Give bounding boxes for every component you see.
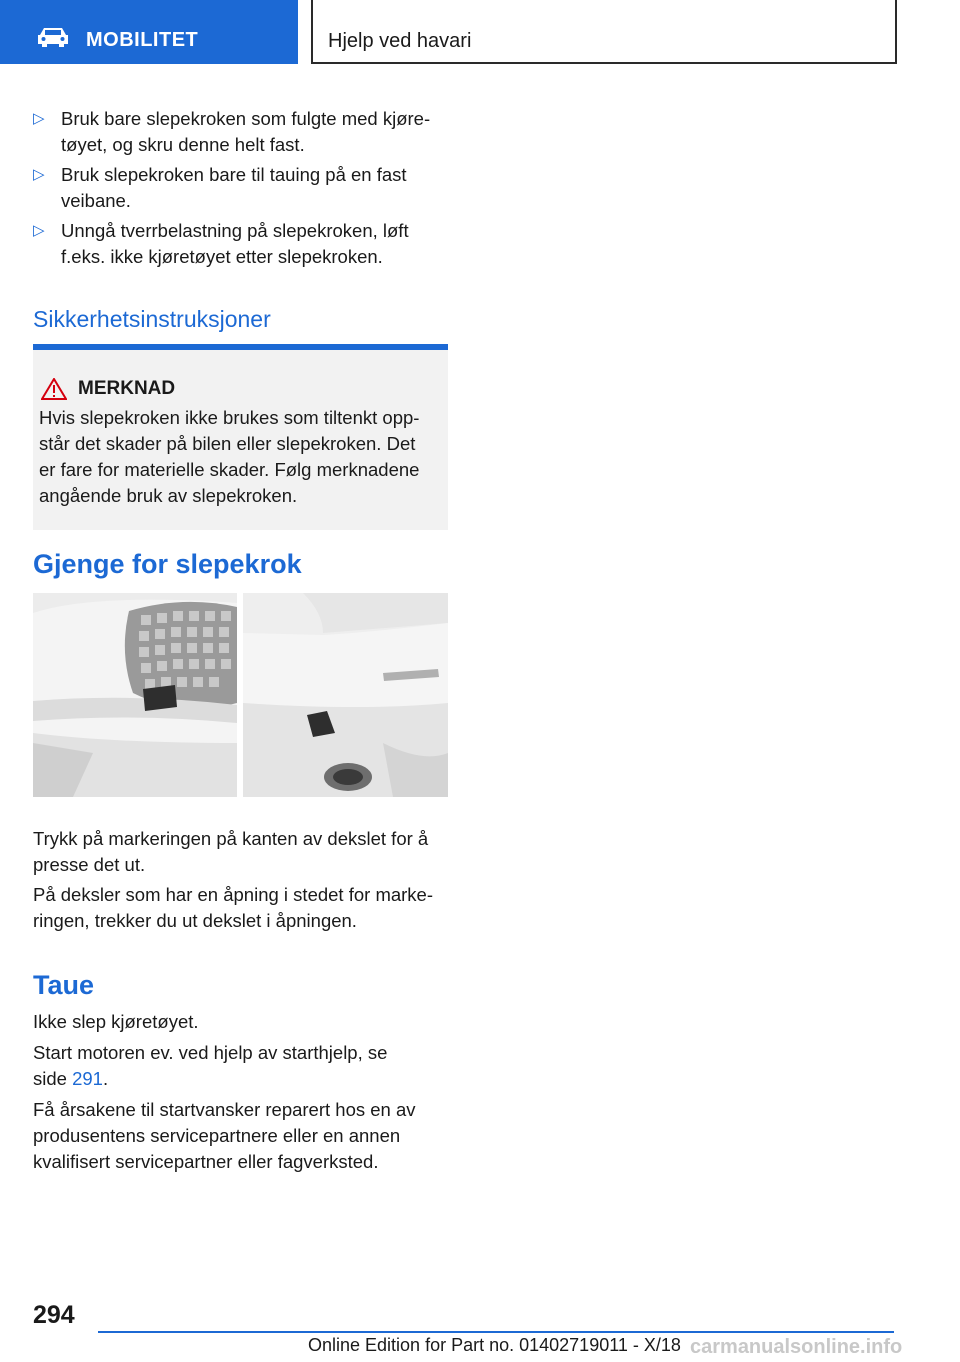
page-number: 294 [33,1301,75,1329]
car-icon [36,26,70,48]
safety-heading: Sikkerhetsinstruksjoner [33,306,271,332]
tow-paragraph-2-text: Start motoren ev. ved hjelp av starthjelp, se side [33,1042,388,1089]
tow-paragraph-2-end: . [102,1068,109,1089]
bullet-marker-icon: ▷ [33,166,45,183]
watermark: carmanualsonline.info [690,1336,903,1358]
bullet-text: Bruk slepekroken bare til tauing på en fast veibane. [61,164,407,211]
tow-heading: Taue [33,970,95,1000]
front-bumper-image [33,593,237,797]
tow-paragraph-2 [33,1040,453,1092]
tow-paragraph-3: Få årsakene til startvansker reparert hos en av produsentens servicepartnere eller en annen kvalifisert servicepartner eller fagverksted. [33,1099,416,1172]
page-title: Hjelp ved havari [328,30,472,52]
bullet-text: Bruk bare slepekroken som fulgte med kjøre- tøyet, og skru denne helt fast. [61,108,431,155]
thread-paragraph-1: Trykk på markeringen på kanten av dekslet for å presse det ut. [33,828,429,875]
bullet-text: Unngå tverrbelastning på slepekroken, løft f.eks. ikke kjøretøyet etter slepekroken. [61,220,409,267]
bullet-marker-icon: ▷ [33,222,45,239]
notice-box [33,344,448,530]
notice-body: Hvis slepekroken ikke brukes som tiltenkt opp- står det skader på bilen eller slepekroken. Det er fare for materielle skader. Følg merknadene angående bruk av slepekroken. [39,407,420,506]
tow-paragraph-1: Ikke slep kjøretøyet. [33,1011,199,1032]
warning-triangle-icon [41,378,67,400]
section-label: MOBILITET [86,29,199,51]
footer-edition: Online Edition for Part no. 01402719011 - X/18 [308,1335,681,1355]
page-link-291[interactable]: 291 [72,1068,103,1089]
thread-heading: Gjenge for slepekrok [33,549,302,579]
bullet-marker-icon: ▷ [33,110,45,127]
footer-divider [98,1331,894,1333]
thread-paragraph-2: På deksler som har en åpning i stedet for marke- ringen, trekker du ut dekslet i åpningen. [33,884,433,931]
header-title-box [311,0,897,64]
notice-title: MERKNAD [78,378,176,399]
rear-bumper-image [243,593,448,797]
header-section-tab [0,0,298,64]
